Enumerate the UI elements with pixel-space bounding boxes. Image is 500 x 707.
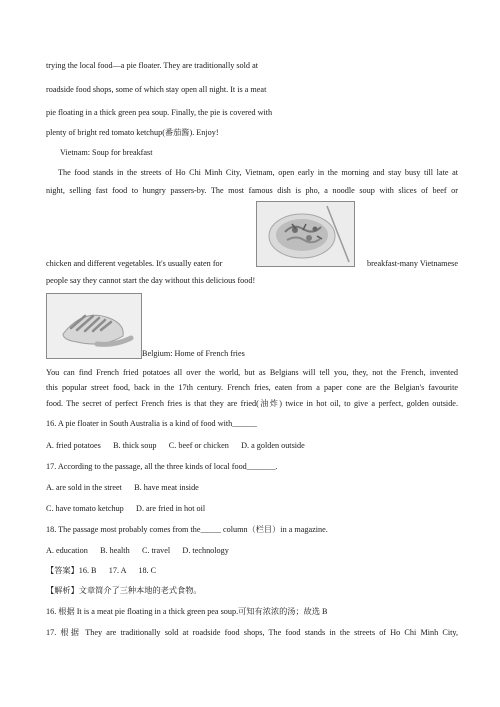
question-17-options-ab: A. are sold in the street B. have meat inside: [46, 483, 199, 492]
vietnam-line-3b: breakfast-many Vietnamese: [367, 259, 458, 268]
question-16-options: A. fried potatoes B. thick soup C. beef or chicken D. a golden outside: [46, 441, 305, 450]
vietnam-line-3a: chicken and different vegetables. It's usually eaten for: [46, 259, 223, 268]
question-18-options: A. education B. health C. travel D. technology: [46, 546, 229, 555]
passage-line-3: pie floating in a thick green pea soup. Finally, the pie is covered with: [46, 108, 273, 117]
question-18: 18. The passage most probably comes from the_____ column（栏目）in a magazine.: [46, 525, 328, 534]
french-fries-photo: [46, 293, 142, 359]
analysis-16: 16. 根据 It is a meat pie floating in a thick green pea soup.可知有浓浓的汤；故选 B: [46, 607, 328, 616]
passage-line-4: plenty of bright red tomato ketchup(番茄酱). Enjoy!: [46, 128, 219, 137]
belgium-heading: Belgium: Home of French fries: [142, 349, 245, 358]
vietnam-line-2: night, selling fast food to hungry passers-by. The most famous dish is pho, a noodle soup with slices of beef or: [46, 186, 458, 195]
passage-line-2: roadside food shops, some of which stay open all night. It is a meat: [46, 85, 267, 94]
belgium-line-3: food. The secret of perfect French fries is that they are fried(油炸) twice in hot oil, to give a perfect, golden outside.: [46, 399, 458, 408]
passage-line-1: trying the local food—a pie floater. They are traditionally sold at: [46, 61, 258, 70]
vietnam-line-1: The food stands in the streets of Ho Chi Minh City, Vietnam, open early in the morning and stay busy till late at: [58, 168, 458, 177]
vietnam-heading: Vietnam: Soup for breakfast: [60, 148, 153, 157]
belgium-line-1: You can find French fried potatoes all over the world, but as Belgians will tell you, they, not the French, invented: [46, 368, 458, 377]
analysis-summary: 【解析】文章简介了三种本地的老式食物。: [46, 586, 202, 595]
question-17-options-cd: C. have tomato ketchup D. are fried in hot oil: [46, 504, 206, 513]
question-17: 17. According to the passage, all the three kinds of local food_______.: [46, 462, 278, 471]
answer-key: 【答案】16. B 17. A 18. C: [46, 566, 157, 575]
belgium-line-2: this popular street food, back in the 17th century. French fries, eaten from a paper cone are the Belgian's favourite: [46, 383, 458, 392]
question-16: 16. A pie floater in South Australia is a kind of food with______: [46, 419, 257, 428]
vietnam-line-4: people say they cannot start the day without this delicious food!: [46, 276, 256, 285]
analysis-17: 17. 根据 They are traditionally sold at roadside food shops, The food stands in the streets of Ho Chi Minh City,: [46, 628, 458, 637]
